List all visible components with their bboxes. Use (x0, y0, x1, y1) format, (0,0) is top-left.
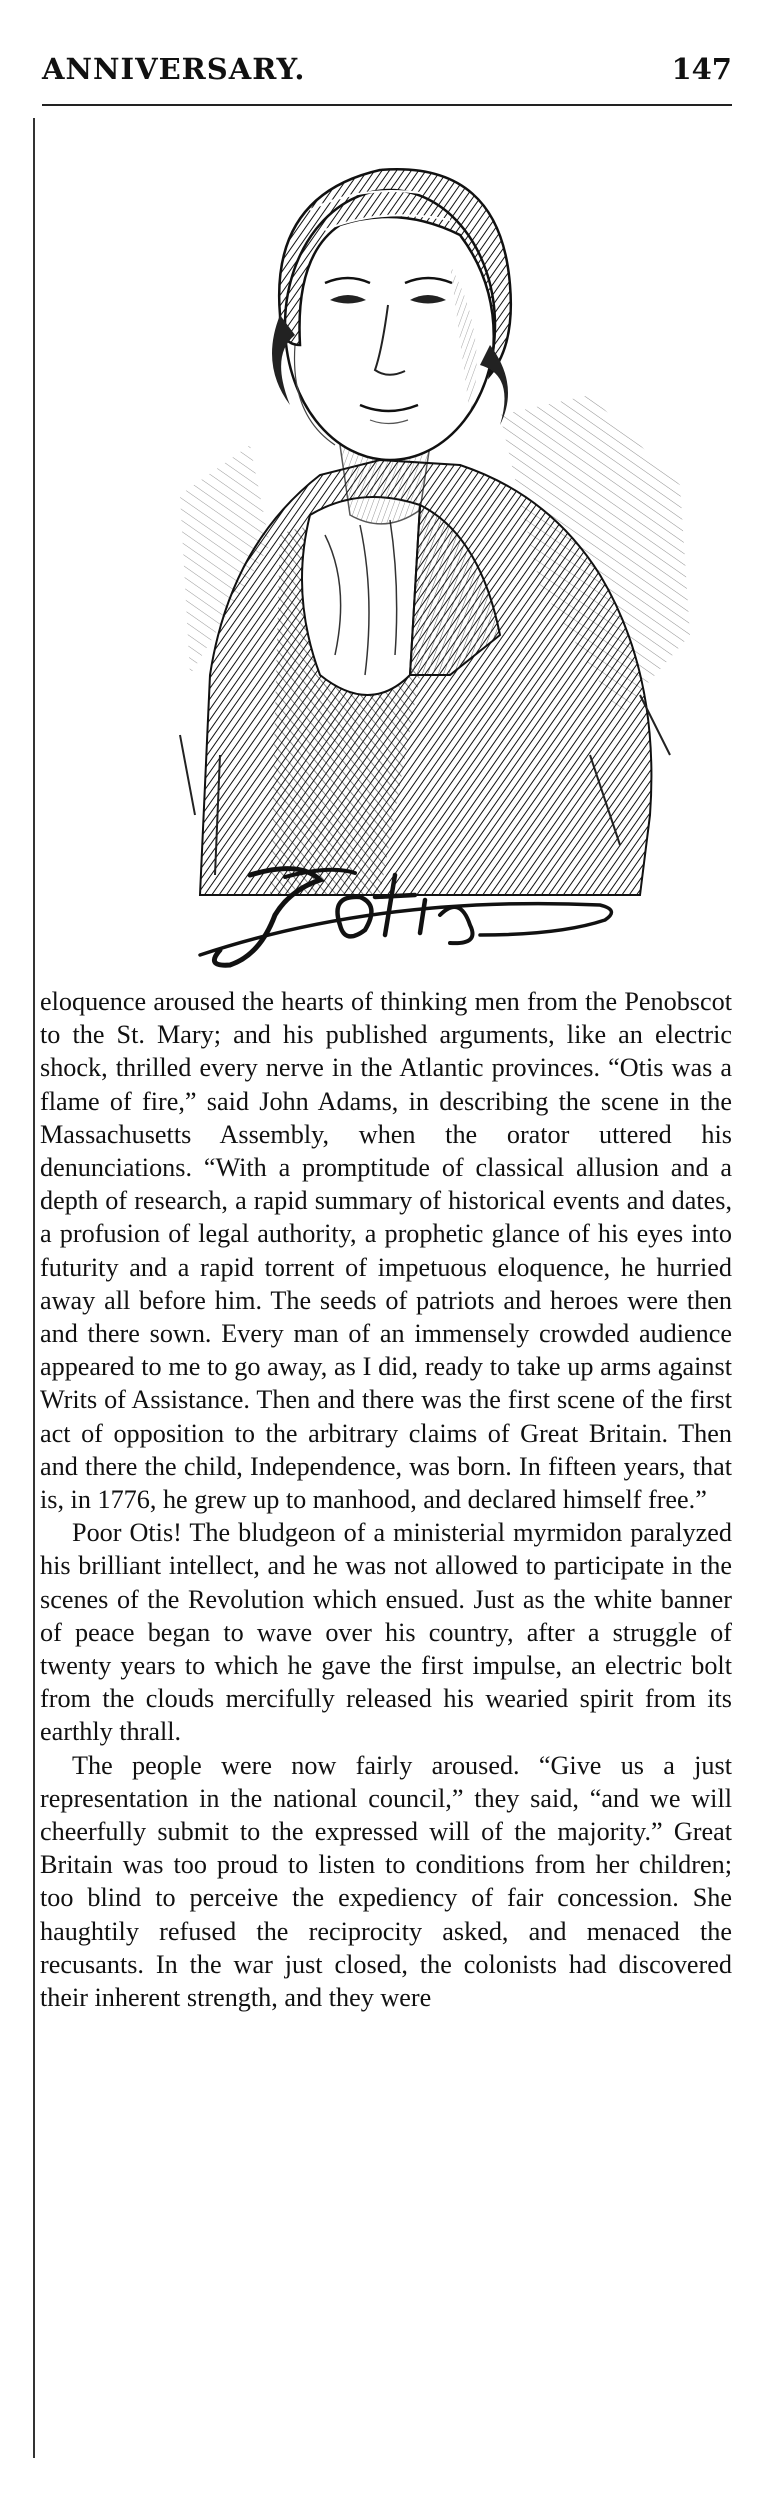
paragraph: Poor Otis! The bludgeon of a ministerial myrmidon paralyzed his brilliant intellect, and he was not allowed to participate in the scenes of the Revolution which ensued. Just as the white banner of peace began to wave over his country, after a struggle of twenty years to which he gave the first impulse, an electric bolt from the clouds mercifully released his wearied spirit from its earthly thrall. (40, 1518, 732, 1747)
running-head: ANNIVERSARY. (42, 52, 306, 86)
column-rule (33, 118, 35, 2458)
paragraph: The people were now fairly aroused. “Give us a just representation in the national council,” they said, “and we will cheerfully submit to the expressed will of the majority.” Great Britain was too proud to listen to conditions from her children; too blind to perceive the expediency of fair concession. She haughtily refused the reciprocity asked, and menaced the recusants. In the war just closed, the colonists had discovered their inherent strength, and they were (40, 1750, 732, 2013)
otis-signature (180, 855, 630, 985)
header-rule (42, 104, 732, 106)
body-text (40, 985, 732, 2014)
portrait-engraving (120, 115, 710, 915)
page-number: 147 (671, 52, 732, 86)
page-header (42, 52, 732, 100)
paragraph: eloquence aroused the hearts of thinking men from the Penobscot to the St. Mary; and his published arguments, like an electric shock, thrilled every nerve in the Atlantic provinces. “Otis was a flame of fire,” said John Adams, in describing the scene in the Massachusetts Assembly, when the orator uttered his denunciations. “With a promptitude of classical allusion and a depth of research, a rapid summary of historical events and dates, a profusion of legal authority, a prophetic glance of his eyes into futurity and a rapid torrent of impetuous eloquence, he hurried away all before him. The seeds of patriots and heroes were then and there sown. Every man of an immensely crowded audience appeared to me to go away, as I did, ready to take up arms against Writs of Assistance. Then and there was the first scene of the first act of opposition to the arbitrary claims of Great Britain. Then and there the child, Independence, was born. In fifteen years, that is, in 1776, he grew up to manhood, and declared himself free.” (40, 987, 732, 1515)
